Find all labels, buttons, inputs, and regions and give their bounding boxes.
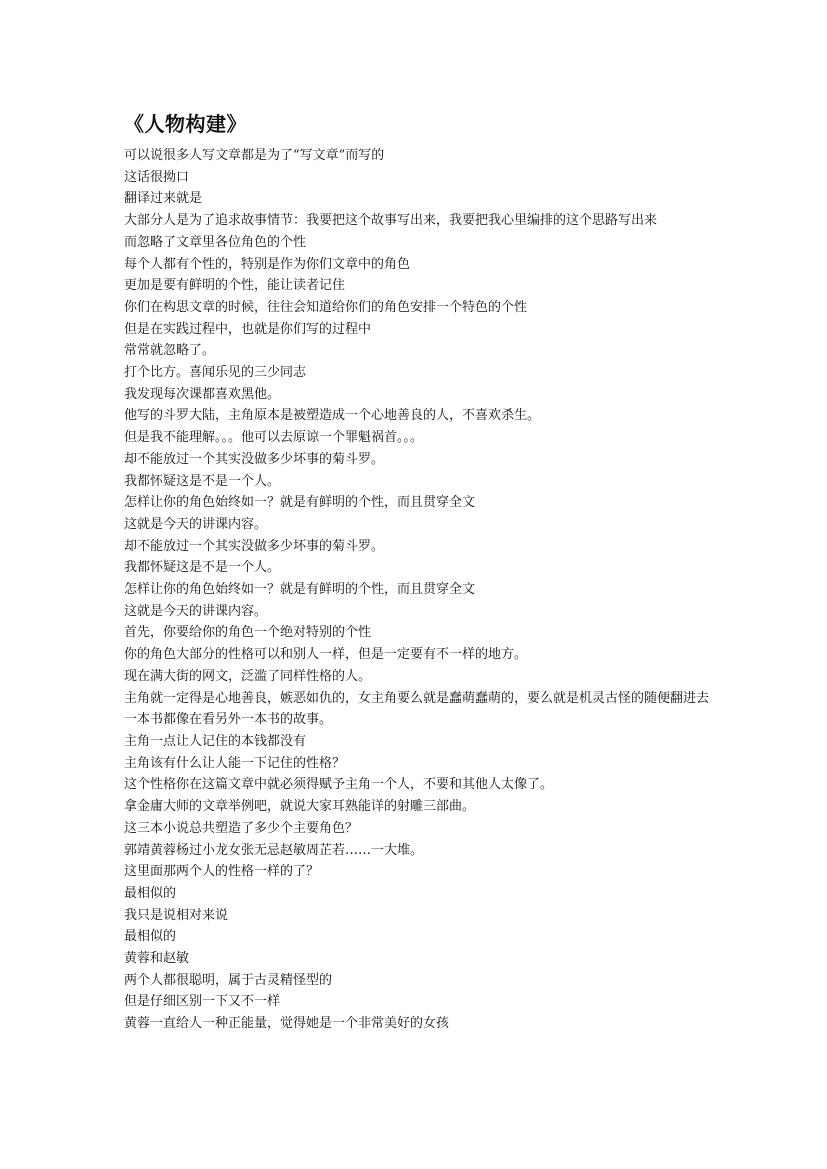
text-line: 这话很拗口 — [124, 169, 190, 185]
text-line: 这个性格你在这篇文章中就必须得赋予主角一个人，不要和其他人太像了。 — [124, 777, 554, 793]
text-line: 却不能放过一个其实没做多少坏事的菊斗罗。 — [124, 451, 385, 467]
text-line: 首先，你要给你的角色一个绝对特别的个性 — [124, 625, 372, 641]
text-line: 两个人都很聪明，属于古灵精怪型的 — [124, 972, 333, 988]
text-line: 主角一点让人记住的本钱都没有 — [124, 733, 307, 749]
text-line: 最相似的 — [124, 929, 177, 945]
text-line: 这三本小说总共塑造了多少个主要角色？ — [124, 820, 359, 836]
text-line: 主角该有什么让人能一下记住的性格？ — [124, 755, 346, 771]
text-line: 可以说很多人写文章都是为了“写文章”而写的 — [124, 148, 385, 163]
text-line: 我都怀疑这是不是一个人。 — [124, 473, 281, 489]
text-line: 而忽略了文章里各位角色的个性 — [124, 234, 307, 250]
text-line: 打个比方。喜闻乐见的三少同志 — [124, 365, 307, 381]
text-line: 但是在实践过程中，也就是你们写的过程中 — [124, 321, 372, 337]
text-line: 他写的斗罗大陆，主角原本是被塑造成一个心地善良的人，不喜欢杀生。 — [124, 408, 541, 424]
text-line: 却不能放过一个其实没做多少坏事的菊斗罗。 — [124, 538, 385, 554]
text-line: 这就是今天的讲课内容。 — [124, 516, 268, 532]
text-line: 但是仔细区别一下又不一样 — [124, 994, 281, 1010]
text-line: 怎样让你的角色始终如一？就是有鲜明的个性，而且贯穿全文 — [124, 495, 476, 511]
text-line: 大部分人是为了追求故事情节：我要把这个故事写出来，我要把我心里编排的这个思路写出来 — [124, 213, 658, 229]
text-line: 这里面那两个人的性格一样的了？ — [124, 864, 320, 880]
text-line: 更加是要有鲜明的个性，能让读者记住 — [124, 278, 346, 294]
text-line: 黄蓉和赵敏 — [124, 951, 190, 967]
document-body — [124, 145, 714, 1035]
text-line: 常常就忽略了。 — [124, 343, 216, 359]
text-line: 怎样让你的角色始终如一？就是有鲜明的个性，而且贯穿全文 — [124, 582, 476, 598]
text-line: 我发现每次课都喜欢黑他。 — [124, 386, 281, 402]
text-line: 最相似的 — [124, 885, 177, 901]
text-line: 翻译过来就是 — [124, 191, 203, 207]
text-line: 但是我不能理解。。。他可以去原谅一个罪魁祸首。。。 — [124, 430, 424, 446]
text-line: 你们在构思文章的时候，往往会知道给你们的角色安排一个特色的个性 — [124, 299, 528, 315]
text-line: 我都怀疑这是不是一个人。 — [124, 560, 281, 576]
text-line: 拿金庸大师的文章举例吧，就说大家耳熟能详的射雕三部曲。 — [124, 799, 476, 815]
text-line: 每个人都有个性的，特别是作为你们文章中的角色 — [124, 256, 411, 272]
text-line: 我只是说相对来说 — [124, 907, 229, 923]
text-line: 现在满大街的网文，泛滥了同样性格的人。 — [124, 668, 372, 684]
document-title: 《人物构建》 — [124, 112, 247, 136]
text-line: 黄蓉一直给人一种正能量，觉得她是一个非常美好的女孩 — [124, 1016, 450, 1032]
text-line: 郭靖黄蓉杨过小龙女张无忌赵敏周芷若……一大堆。 — [124, 842, 424, 858]
text-line: 你的角色大部分的性格可以和别人一样，但是一定要有不一样的地方。 — [124, 647, 528, 663]
text-line: 这就是今天的讲课内容。 — [124, 603, 268, 619]
text-line: 主角就一定得是心地善良，嫉恶如仇的，女主角要么就是蠢萌蠢萌的，要么就是机灵古怪的随便翻进去一本书都像在看另外一本书的故事。 — [124, 690, 710, 728]
